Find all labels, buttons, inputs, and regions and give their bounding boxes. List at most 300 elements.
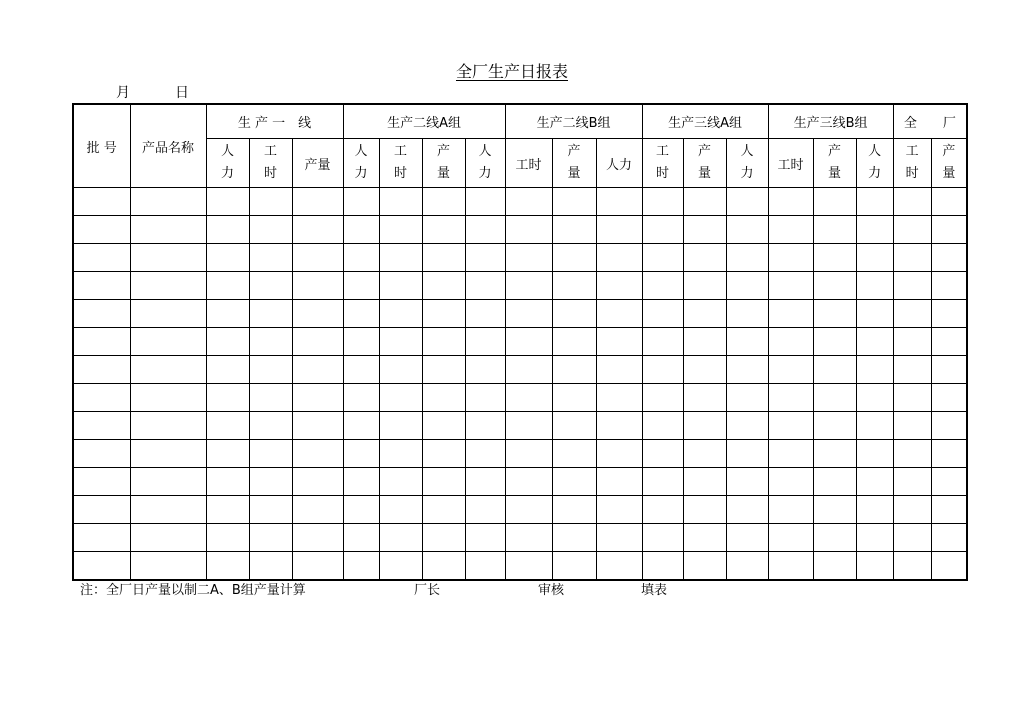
table-cell[interactable] [642,244,683,272]
table-row [73,412,967,440]
table-cell[interactable] [343,440,379,468]
table-cell[interactable] [893,300,931,328]
table-cell[interactable] [422,244,465,272]
table-cell[interactable] [130,328,206,356]
table-cell[interactable] [73,412,130,440]
table-cell[interactable] [596,188,642,216]
table-cell[interactable] [931,188,967,216]
header-line-3a: 生产三线A组 [642,104,768,139]
table-cell[interactable] [642,468,683,496]
table-cell[interactable] [552,356,596,384]
table-cell[interactable] [768,328,813,356]
table-cell[interactable] [422,440,465,468]
table-cell[interactable] [856,356,893,384]
table-cell[interactable] [422,272,465,300]
table-cell[interactable] [422,412,465,440]
table-cell[interactable] [422,552,465,581]
table-cell[interactable] [343,328,379,356]
table-cell[interactable] [931,552,967,581]
table-cell[interactable] [768,300,813,328]
table-cell[interactable] [130,384,206,412]
table-cell[interactable] [465,440,505,468]
table-cell[interactable] [642,384,683,412]
table-cell[interactable] [130,552,206,581]
table-cell[interactable] [206,188,249,216]
table-cell[interactable] [206,440,249,468]
table-cell[interactable] [343,496,379,524]
table-cell[interactable] [505,272,552,300]
table-cell[interactable] [343,524,379,552]
table-cell[interactable] [768,552,813,581]
table-cell[interactable] [768,244,813,272]
table-row [73,272,967,300]
table-cell[interactable] [249,356,292,384]
table-cell[interactable] [130,356,206,384]
table-cell[interactable] [642,300,683,328]
table-cell[interactable] [596,384,642,412]
table-cell[interactable] [931,328,967,356]
table-cell[interactable] [379,188,422,216]
sub-label: 产量 [567,144,581,181]
table-cell[interactable] [73,496,130,524]
table-cell[interactable] [931,384,967,412]
sub-label: 人力 [868,144,882,181]
table-cell[interactable] [856,244,893,272]
table-cell[interactable] [768,524,813,552]
table-cell[interactable] [683,244,726,272]
table-cell[interactable] [249,188,292,216]
table-cell[interactable] [813,244,856,272]
table-cell[interactable] [642,328,683,356]
table-cell[interactable] [768,384,813,412]
table-cell[interactable] [856,524,893,552]
table-cell[interactable] [768,272,813,300]
table-cell[interactable] [206,468,249,496]
table-cell[interactable] [893,328,931,356]
table-cell[interactable] [292,244,343,272]
table-cell[interactable] [292,384,343,412]
table-cell[interactable] [596,272,642,300]
table-cell[interactable] [249,496,292,524]
table-row [73,300,967,328]
table-cell[interactable] [856,496,893,524]
table-cell[interactable] [206,244,249,272]
table-cell[interactable] [379,244,422,272]
table-cell[interactable] [465,412,505,440]
table-cell[interactable] [206,300,249,328]
table-cell[interactable] [343,412,379,440]
table-cell[interactable] [552,412,596,440]
table-cell[interactable] [343,272,379,300]
table-cell[interactable] [856,412,893,440]
table-cell[interactable] [813,188,856,216]
table-cell[interactable] [292,468,343,496]
table-cell[interactable] [726,300,768,328]
table-cell[interactable] [379,412,422,440]
table-cell[interactable] [856,272,893,300]
table-cell[interactable] [552,300,596,328]
table-cell[interactable] [249,328,292,356]
table-cell[interactable] [379,552,422,581]
sub-hours [379,139,422,188]
table-cell[interactable] [465,384,505,412]
table-cell[interactable] [552,328,596,356]
table-cell[interactable] [130,216,206,244]
table-cell[interactable] [683,300,726,328]
table-cell[interactable] [206,552,249,581]
table-cell[interactable] [931,244,967,272]
table-cell[interactable] [249,468,292,496]
table-cell[interactable] [642,412,683,440]
table-cell[interactable] [683,356,726,384]
table-cell[interactable] [931,272,967,300]
table-cell[interactable] [683,524,726,552]
table-cell[interactable] [249,384,292,412]
table-cell[interactable] [422,468,465,496]
table-cell[interactable] [813,496,856,524]
table-cell[interactable] [505,524,552,552]
table-row [73,244,967,272]
table-cell[interactable] [726,440,768,468]
table-cell[interactable] [465,468,505,496]
table-cell[interactable] [726,496,768,524]
table-cell[interactable] [683,552,726,581]
table-cell[interactable] [130,412,206,440]
table-cell[interactable] [642,272,683,300]
table-cell[interactable] [422,356,465,384]
table-cell[interactable] [683,496,726,524]
table-cell[interactable] [73,328,130,356]
table-cell[interactable] [465,300,505,328]
table-cell[interactable] [726,356,768,384]
table-cell[interactable] [292,328,343,356]
table-cell[interactable] [683,412,726,440]
table-cell[interactable] [292,300,343,328]
table-cell[interactable] [596,328,642,356]
table-cell[interactable] [813,216,856,244]
table-cell[interactable] [596,496,642,524]
table-cell[interactable] [726,412,768,440]
table-cell[interactable] [73,468,130,496]
table-cell[interactable] [249,524,292,552]
table-cell[interactable] [683,468,726,496]
table-cell[interactable] [206,496,249,524]
table-cell[interactable] [73,384,130,412]
table-cell[interactable] [856,384,893,412]
table-cell[interactable] [422,300,465,328]
table-cell[interactable] [505,468,552,496]
table-cell[interactable] [343,216,379,244]
table-cell[interactable] [73,188,130,216]
table-cell[interactable] [73,244,130,272]
table-cell[interactable] [379,272,422,300]
table-cell[interactable] [683,272,726,300]
table-cell[interactable] [596,216,642,244]
table-cell[interactable] [505,188,552,216]
table-cell[interactable] [813,328,856,356]
table-cell[interactable] [893,216,931,244]
sub-output [552,139,596,188]
table-cell[interactable] [931,412,967,440]
table-cell[interactable] [465,216,505,244]
table-cell[interactable] [596,244,642,272]
table-cell[interactable] [768,440,813,468]
table-cell[interactable] [813,272,856,300]
table-cell[interactable] [726,216,768,244]
table-cell[interactable] [130,300,206,328]
table-cell[interactable] [768,188,813,216]
sub-output: 产量 [292,139,343,188]
sub-manpower [726,139,768,188]
table-cell[interactable] [768,412,813,440]
table-cell[interactable] [552,552,596,581]
table-cell[interactable] [379,216,422,244]
table-cell[interactable] [596,412,642,440]
table-cell[interactable] [505,552,552,581]
table-cell[interactable] [206,272,249,300]
table-cell[interactable] [130,188,206,216]
table-cell[interactable] [552,384,596,412]
table-cell[interactable] [683,440,726,468]
table-cell[interactable] [642,552,683,581]
table-cell[interactable] [642,496,683,524]
table-cell[interactable] [292,412,343,440]
table-cell[interactable] [596,440,642,468]
table-cell[interactable] [465,356,505,384]
table-cell[interactable] [893,496,931,524]
table-cell[interactable] [249,552,292,581]
table-cell[interactable] [642,356,683,384]
table-cell[interactable] [465,328,505,356]
table-cell[interactable] [422,496,465,524]
table-cell[interactable] [379,440,422,468]
table-cell[interactable] [552,468,596,496]
table-cell[interactable] [422,328,465,356]
table-cell[interactable] [596,356,642,384]
table-cell[interactable] [73,356,130,384]
table-cell[interactable] [422,188,465,216]
table-cell[interactable] [292,496,343,524]
table-cell[interactable] [642,216,683,244]
footer-factory-manager: 厂长 [414,583,441,598]
table-cell[interactable] [893,244,931,272]
table-cell[interactable] [505,216,552,244]
table-cell[interactable] [726,188,768,216]
table-cell[interactable] [683,328,726,356]
table-cell[interactable] [596,300,642,328]
table-cell[interactable] [893,356,931,384]
table-cell[interactable] [465,552,505,581]
table-cell[interactable] [379,300,422,328]
table-cell[interactable] [931,216,967,244]
table-cell[interactable] [465,272,505,300]
table-cell[interactable] [465,524,505,552]
table-cell[interactable] [422,384,465,412]
table-cell[interactable] [343,244,379,272]
table-cell[interactable] [813,524,856,552]
table-cell[interactable] [552,440,596,468]
table-cell[interactable] [596,552,642,581]
table-cell[interactable] [931,356,967,384]
table-cell[interactable] [422,524,465,552]
table-cell[interactable] [422,216,465,244]
table-cell[interactable] [726,524,768,552]
table-cell[interactable] [552,188,596,216]
table-cell[interactable] [893,272,931,300]
table-cell[interactable] [465,244,505,272]
table-row [73,328,967,356]
header-line-2a: 生产二线A组 [343,104,505,139]
table-cell[interactable] [292,188,343,216]
table-cell[interactable] [505,328,552,356]
table-cell[interactable] [73,272,130,300]
table-cell[interactable] [683,384,726,412]
table-cell[interactable] [379,496,422,524]
table-cell[interactable] [552,244,596,272]
table-cell[interactable] [726,244,768,272]
table-cell[interactable] [856,328,893,356]
table-cell[interactable] [130,524,206,552]
table-cell[interactable] [292,356,343,384]
table-cell[interactable] [596,524,642,552]
table-cell[interactable] [249,216,292,244]
table-cell[interactable] [206,328,249,356]
table-cell[interactable] [552,272,596,300]
table-cell[interactable] [893,384,931,412]
table-cell[interactable] [343,384,379,412]
table-cell[interactable] [726,468,768,496]
table-cell[interactable] [379,468,422,496]
sub-hours [249,139,292,188]
table-cell[interactable] [642,188,683,216]
table-cell[interactable] [206,524,249,552]
table-cell[interactable] [931,496,967,524]
table-cell[interactable] [379,328,422,356]
table-cell[interactable] [813,384,856,412]
table-cell[interactable] [130,440,206,468]
table-cell[interactable] [893,524,931,552]
header-line-3b: 生产三线B组 [768,104,893,139]
table-cell[interactable] [249,272,292,300]
table-cell[interactable] [893,412,931,440]
table-cell[interactable] [130,496,206,524]
table-cell[interactable] [292,440,343,468]
table-cell[interactable] [856,300,893,328]
table-cell[interactable] [206,412,249,440]
table-cell[interactable] [552,216,596,244]
table-cell[interactable] [813,552,856,581]
table-cell[interactable] [249,440,292,468]
table-cell[interactable] [343,188,379,216]
table-cell[interactable] [73,524,130,552]
table-cell[interactable] [931,468,967,496]
table-cell[interactable] [856,188,893,216]
table-cell[interactable] [206,384,249,412]
table-cell[interactable] [379,524,422,552]
table-cell[interactable] [813,440,856,468]
table-cell[interactable] [552,524,596,552]
table-cell[interactable] [596,468,642,496]
table-cell[interactable] [642,440,683,468]
table-cell[interactable] [726,384,768,412]
table-cell[interactable] [505,496,552,524]
table-cell[interactable] [379,356,422,384]
table-cell[interactable] [292,524,343,552]
table-cell[interactable] [130,468,206,496]
table-cell[interactable] [73,552,130,581]
table-cell[interactable] [726,272,768,300]
table-cell[interactable] [726,328,768,356]
table-cell[interactable] [505,356,552,384]
table-cell[interactable] [813,356,856,384]
table-cell[interactable] [931,300,967,328]
table-cell[interactable] [856,552,893,581]
table-cell[interactable] [249,244,292,272]
table-cell[interactable] [379,384,422,412]
sub-manpower [206,139,249,188]
table-cell[interactable] [552,496,596,524]
table-cell[interactable] [768,356,813,384]
table-cell[interactable] [73,300,130,328]
table-cell[interactable] [292,272,343,300]
table-cell[interactable] [813,412,856,440]
table-cell[interactable] [768,216,813,244]
table-cell[interactable] [73,216,130,244]
table-cell[interactable] [249,300,292,328]
table-cell[interactable] [249,412,292,440]
footer-filled-by: 填表 [641,583,668,598]
table-cell[interactable] [683,216,726,244]
table-cell[interactable] [931,524,967,552]
table-cell[interactable] [343,468,379,496]
table-cell[interactable] [893,188,931,216]
table-cell[interactable] [292,216,343,244]
table-cell[interactable] [343,552,379,581]
table-cell[interactable] [130,244,206,272]
table-cell[interactable] [768,496,813,524]
table-cell[interactable] [73,440,130,468]
table-cell[interactable] [893,552,931,581]
table-cell[interactable] [642,524,683,552]
sub-label: 产量 [828,144,842,181]
table-cell[interactable] [931,440,967,468]
table-cell[interactable] [505,412,552,440]
table-cell[interactable] [893,440,931,468]
table-cell[interactable] [893,468,931,496]
table-cell[interactable] [465,496,505,524]
table-cell[interactable] [813,468,856,496]
table-cell[interactable] [343,300,379,328]
table-cell[interactable] [505,244,552,272]
table-row [73,356,967,384]
table-cell[interactable] [206,356,249,384]
table-cell[interactable] [505,300,552,328]
table-cell[interactable] [726,552,768,581]
table-cell[interactable] [465,188,505,216]
table-cell[interactable] [292,552,343,581]
table-cell[interactable] [683,188,726,216]
table-cell[interactable] [856,216,893,244]
table-cell[interactable] [343,356,379,384]
table-cell[interactable] [505,440,552,468]
table-cell[interactable] [856,440,893,468]
table-cell[interactable] [768,468,813,496]
table-cell[interactable] [130,272,206,300]
table-cell[interactable] [856,468,893,496]
table-cell[interactable] [505,384,552,412]
table-cell[interactable] [813,300,856,328]
table-cell[interactable] [206,216,249,244]
